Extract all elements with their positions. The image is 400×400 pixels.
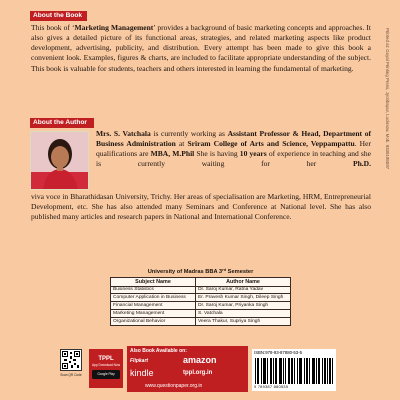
tppl-site: tppl.org.in [183, 370, 213, 376]
printer-imprint: Printed at: Goyal Printing Press, Jyotibapur, Lucknow. Mob. 9335185097 [385, 28, 390, 170]
app-download-label: App Download Now [92, 363, 120, 367]
author-cell: S. Vatchala [196, 309, 291, 317]
table-header-row [111, 278, 291, 287]
questionpaper-site: www.questionpaper.org.in [145, 383, 203, 389]
barcode-digits: 9 789387 880535 [254, 384, 289, 389]
table-title-end: Semester [226, 269, 254, 275]
author-phd: Ph.D. [352, 159, 371, 169]
bio-part: She is having [194, 149, 240, 159]
bio-part: is currently working as [150, 129, 228, 138]
barcode [255, 358, 333, 384]
flipkart-logo: Flipkart [130, 358, 149, 364]
desc-part: ’ provides a background of basic marketing concepts and approaches. It also gives a detailed picture of its functional areas, strategies, and related marketing aspects like product development, advertising, publicity, and distribution. Every attempt has been made to give this book a convenient look. Examples, figures & charts, are included to facilitate appropriate understanding of the subject. This book is valuable for students, teachers and others interested in learning the fundamental of marketing. [31, 23, 371, 73]
subject-cell: Financial Management [111, 302, 196, 310]
qr-code [60, 349, 82, 371]
bio-part: at [175, 139, 188, 149]
qr-label: Scan QR Code [60, 373, 82, 377]
book-description [31, 23, 371, 74]
author-name: Mrs. S. Vatchala [96, 129, 151, 138]
table-row [111, 317, 291, 325]
about-book-heading: About the Book [30, 11, 87, 21]
header-author: Author Name [196, 278, 291, 287]
stores-box [127, 346, 248, 392]
google-play-badge: Google Play [92, 370, 120, 379]
author-position: Assistant Professor & Head, Department of Business Administration [96, 129, 371, 149]
amazon-logo: amazon [183, 355, 217, 365]
table-row [111, 294, 291, 302]
author-qualifications: MBA, M.Phil [150, 149, 195, 159]
bio-part: . Her qualifications are [96, 139, 371, 159]
series-table [110, 277, 291, 326]
author-cell: Dr. Saroj Kumar, Priyanka Singh [196, 302, 291, 310]
table-title-main: University of Madras BBA 3 [147, 269, 223, 275]
kindle-logo: kindle [130, 368, 154, 378]
table-row [111, 286, 291, 294]
table-row [111, 309, 291, 317]
author-cell: Dr. Saroj Kumar, Ratna Yadav [196, 286, 291, 294]
stores-title: Also Book Available on: [130, 348, 187, 354]
subject-cell: Business Statistics [111, 286, 196, 294]
author-bio-lower: viva voce in Bharathidasan University, Trichy. Her areas of specialisation are Marketing, HRM, Entrepreneurial Development, etc. She has also attended many Seminars and Conference at National level. She has also published many articles and research papers in National and International Conference. [31, 192, 371, 222]
book-title: Marketing Management [74, 23, 154, 32]
app-download-box [89, 349, 123, 388]
series-table-block [110, 268, 291, 326]
bio-part: of experience in teaching and she is currently waiting for her [96, 149, 371, 169]
isbn-barcode-box [252, 349, 336, 391]
table-row [111, 302, 291, 310]
subject-cell: Organizational Behavior [111, 317, 196, 325]
desc-part: This book of ‘ [31, 23, 75, 32]
about-author-heading: About the Author [30, 118, 94, 128]
app-brand: TPPL [98, 356, 114, 362]
table-title [110, 268, 291, 277]
author-bio-upper [96, 129, 371, 170]
subject-cell: Computer Application in Business [111, 294, 196, 302]
author-college: Sriram College of Arts and Science, Veppampattu [187, 139, 355, 149]
author-photo [30, 131, 89, 190]
isbn-number: ISBN:978-93-87880-53-5 [254, 350, 303, 355]
header-subject: Subject Name [111, 278, 196, 287]
table-title-sup: rd [222, 267, 227, 272]
author-cell: Veera Thakur, Supriya Singh [196, 317, 291, 325]
author-cell: Er. Pravesh Kumar Singh, Dileep Singh [196, 294, 291, 302]
author-experience: 10 years [239, 149, 267, 159]
subject-cell: Marketing Management [111, 309, 196, 317]
